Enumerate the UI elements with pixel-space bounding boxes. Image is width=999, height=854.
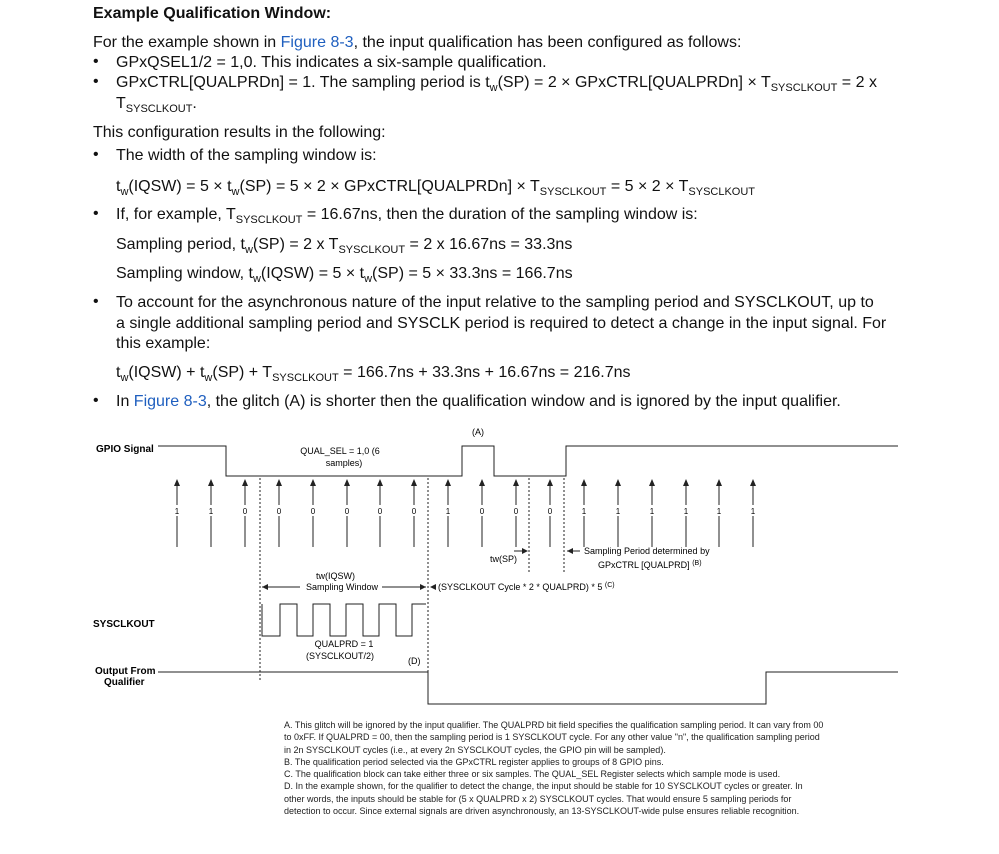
intro-suffix: , the input qualification has been configured as follows: [353, 34, 742, 51]
sample-value: 1 [208, 507, 214, 516]
sample-value: 1 [581, 507, 587, 516]
figure-link[interactable]: Figure 8-3 [280, 34, 354, 51]
sample-value: 0 [276, 507, 282, 516]
sample-arrow [241, 479, 249, 547]
result-bullet-2: If, for example, $T_{SYSCLKOUT} = 16.67ns$, then the duration of the sampling window is: [116, 206, 698, 227]
sample-arrow [580, 479, 588, 547]
note-d: D. In the example shown, for the qualifier to detect the change, the input should be stable for 10 SYSCLKOUT cycles or greater. In other words, the inputs should be stable for (5 x QUALPRD x 2) SYSCLKOUT cycles. That would ensure 5 sampling periods for detection to occur. Since external signals are driven asynchronously, an 13-SYSCLKOUT-wide pulse ensures reliable recognition. [284, 781, 803, 817]
qual-sel-label-1: QUAL_SEL = 1,0 (6 [300, 446, 380, 456]
bullet-dot: • [93, 73, 99, 90]
sysclkout-label: SYSCLKOUT [93, 619, 155, 630]
figure-link-2[interactable]: Figure 8-3 [133, 393, 207, 410]
tw-iqsw-label: tw(IQSW) [316, 571, 355, 581]
bullet-dot: • [93, 392, 99, 409]
sample-arrow [444, 479, 452, 547]
qualprd-label-2: (SYSCLKOUT/2) [305, 651, 375, 661]
d-label: (D) [408, 656, 421, 666]
result-bullet-4: In Figure 8-3, the glitch (A) is shorter then the qualification window and is ignored by the input qualifier. [116, 393, 841, 410]
bullet-dot: • [93, 293, 99, 310]
note-b: B. The qualification period selected via the GPxCTRL register applies to groups of 8 GPIO pins. [284, 756, 664, 767]
sample-value: 0 [310, 507, 316, 516]
sample-value: 1 [174, 507, 180, 516]
result-bullet-3-line1: To account for the asynchronous nature of the input relative to the sampling period and SYSCLKOUT, up to [116, 294, 874, 311]
result-bullet-3-line3: this example: [116, 335, 211, 352]
sample-value: 0 [377, 507, 383, 516]
gpio-waveform [158, 446, 898, 476]
sample-value: 1 [750, 507, 756, 516]
output-waveform [158, 672, 898, 704]
sampling-period-arrowhead [567, 548, 573, 554]
sample-arrow [546, 479, 554, 547]
tw-sp-label: tw(SP) [490, 554, 517, 564]
sampling-window-right-head [420, 584, 426, 590]
sampling-period-label-1: Sampling Period determined by [584, 546, 710, 556]
sample-value: 0 [411, 507, 417, 516]
sample-arrow [682, 479, 690, 547]
sample-arrow [715, 479, 723, 547]
sample-value: 1 [649, 507, 655, 516]
sample-arrow [478, 479, 486, 547]
note-a: A. This glitch will be ignored by the input qualifier. The QUALPRD bit field specifies the qualification sampling period. It can vary from 00 to 0xFF. If QUALPRD = 00, then the sampling period is 1 SYSCLKOUT cycle. For any other value "n", the qualification sampling period in 2n SYSCLKOUT cycles (i.e., at every 2n SYSCLKOUT cycles, the GPIO pin will be sampled). [284, 720, 824, 755]
bullet-dot: • [93, 205, 99, 222]
note-c: C. The qualification block can take either three or six samples. The QUAL_SEL Register selects which sample mode is used. [284, 769, 781, 780]
tw-sp-arrowhead [522, 548, 528, 554]
intro-paragraph [93, 33, 741, 53]
cycle-formula-label: (SYSCLKOUT Cycle * 2 * QUALPRD) * 5 $^{(C)}$ [438, 582, 615, 592]
sample-arrow [648, 479, 656, 547]
equation-sampling-window: Sampling window, $t_w(IQSW) = 5 \times t_w(SP) = 5 \times 33.3ns = 166.7ns$ [116, 265, 573, 286]
sample-value: 0 [242, 507, 248, 516]
sample-value: 0 [547, 507, 553, 516]
sysclkout-waveform [262, 604, 426, 636]
intro-prefix: For the example shown in [93, 34, 281, 51]
equation-total: $t_w(IQSW) + t_w(SP) + T_{SYSCLKOUT} = 166.7ns + 33.3ns + 16.67ns = 216.7ns$ [116, 364, 631, 385]
equation-iqsw: $t_w(IQSW) = 5 \times t_w(SP) = 5 \times 2$ × GPxCTRL[QUALPRDn] × $T_{SYSCLKOUT} = 5 \times 2 \times T_{SYSCLKOUT}$ [116, 178, 756, 199]
sample-value: 1 [615, 507, 621, 516]
sample-arrow [749, 479, 757, 547]
section-heading: Example Qualification Window: [93, 5, 332, 22]
sample-value: 0 [513, 507, 519, 516]
figure-notes [284, 719, 824, 817]
config-bullet-2-cont: $T_{SYSCLKOUT}$. [116, 95, 197, 116]
sampling-window-left-head [262, 584, 268, 590]
qualprd-label-1: QUALPRD = 1 [314, 639, 374, 649]
cycle-formula-arrowhead [430, 584, 436, 590]
sample-arrows [173, 479, 757, 547]
sample-arrow [207, 479, 215, 547]
bullet-dot: • [93, 146, 99, 163]
sample-value: 0 [479, 507, 485, 516]
output-label-1: Output From [95, 666, 156, 677]
config-bullet-1: GPxQSEL1/2 = 1,0. This indicates a six-sample qualification. [116, 54, 547, 71]
sampling-window-label: Sampling Window [306, 582, 379, 592]
sample-arrow [614, 479, 622, 547]
output-label-2: Qualifier [104, 677, 145, 688]
sample-value: 1 [445, 507, 451, 516]
config-bullet-2: GPxCTRL[QUALPRDn] = 1. The sampling period is $t_w(SP) = 2$ × GPxCTRL[QUALPRDn] × $T_{SYSCLKOUT} = 2$ x [116, 74, 877, 95]
result-bullet-1: The width of the sampling window is: [116, 147, 377, 164]
sample-arrow [173, 479, 181, 547]
gpio-signal-label: GPIO Signal [96, 444, 154, 455]
results-intro: This configuration results in the following: [93, 124, 386, 141]
sample-arrow [376, 479, 384, 547]
sample-arrow [410, 479, 418, 547]
glitch-a-label: (A) [472, 427, 484, 437]
qual-sel-label-2: samples) [325, 458, 363, 468]
bullet-dot: • [93, 53, 99, 70]
sample-value: 1 [683, 507, 689, 516]
result-bullet-3-line2: a single additional sampling period and SYSCLK period is required to detect a change in the input signal. For [116, 315, 887, 332]
sample-value: 0 [344, 507, 350, 516]
sample-arrow [275, 479, 283, 547]
equation-sampling-period: Sampling period, $t_w(SP) = 2$ x $T_{SYSCLKOUT} = 2$ x 16.67ns = 33.3ns [116, 236, 573, 257]
sample-value: 1 [716, 507, 722, 516]
sampling-period-label-2: GPxCTRL [QUALPRD] $^{(B)}$ [598, 560, 702, 570]
sample-arrow [512, 479, 520, 547]
sample-arrow [309, 479, 317, 547]
sample-arrow [343, 479, 351, 547]
